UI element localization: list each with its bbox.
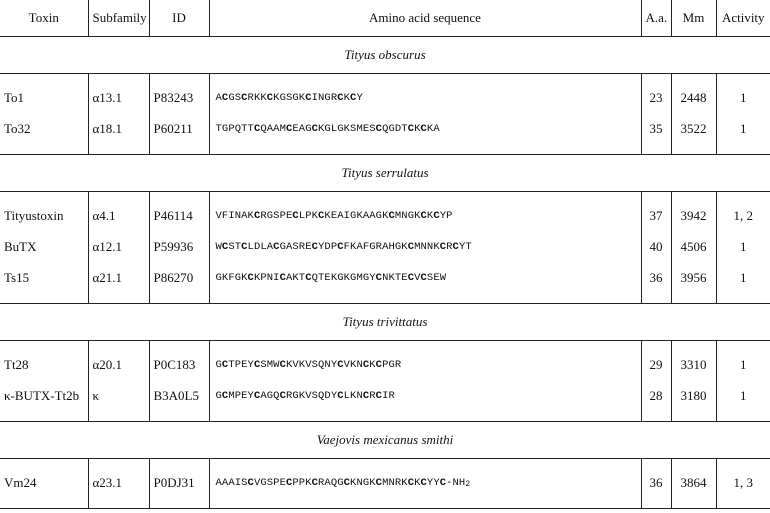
cysteine-residue: C	[253, 122, 261, 135]
cysteine-residue: C	[337, 389, 344, 402]
toxin-name: Ts15	[0, 262, 88, 304]
table-row	[0, 341, 770, 381]
header-subfamily: Subfamily	[88, 0, 149, 37]
subfamily-cell: α4.1	[88, 192, 149, 232]
id-cell: P59936	[149, 231, 209, 262]
activity-cell: 1	[716, 341, 770, 381]
header-row	[0, 0, 770, 37]
aa-count-cell: 29	[641, 341, 671, 381]
toxin-name: To32	[0, 113, 88, 155]
sequence-cell: GCMPEYCAGQCRGKVSQDYCLKNCRCIR	[209, 380, 641, 422]
cysteine-residue: C	[439, 240, 447, 253]
cysteine-residue: C	[407, 271, 415, 284]
activity-cell: 1, 2	[716, 192, 770, 232]
sequence-cell: GKFGKCKPNICAKTCQTEKGKGMGYCNKTECVCSEW	[209, 262, 641, 304]
table-row	[0, 74, 770, 114]
cysteine-residue: C	[362, 358, 370, 371]
mass-cell: 3180	[671, 380, 716, 422]
activity-cell: 1	[716, 262, 770, 304]
id-cell: P83243	[149, 74, 209, 114]
subfamily-cell: α13.1	[88, 74, 149, 114]
cysteine-residue: C	[221, 240, 229, 253]
cysteine-residue: C	[420, 122, 427, 135]
activity-cell: 1, 3	[716, 459, 770, 509]
id-cell: P46114	[149, 192, 209, 232]
sequence-cell: WCSTCLDLACGASRECYDPCFKAFGRAHGKCMNNKCRCYT	[209, 231, 641, 262]
toxin-name: Tityustoxin	[4, 207, 64, 223]
id-cell: P0DJ31	[149, 459, 209, 509]
cysteine-residue: C	[221, 389, 229, 402]
cysteine-residue: C	[420, 209, 427, 222]
aa-count-cell: 23	[641, 74, 671, 114]
cysteine-residue: C	[388, 209, 395, 222]
cysteine-residue: C	[221, 91, 229, 104]
cysteine-residue: C	[343, 476, 351, 489]
cysteine-residue: C	[375, 271, 383, 284]
cysteine-residue: C	[350, 91, 357, 104]
cysteine-residue: C	[433, 209, 440, 222]
cysteine-residue: C	[292, 209, 299, 222]
id-cell: B3A0L5	[149, 380, 209, 422]
species-name: Tityus obscurus	[0, 37, 770, 74]
cysteine-residue: C	[452, 240, 459, 253]
header-aa: A.a.	[641, 0, 671, 37]
subfamily-cell: α23.1	[88, 459, 149, 509]
header-activity: Activity	[716, 0, 770, 37]
cysteine-residue: C	[305, 271, 312, 284]
aa-count-cell: 35	[641, 113, 671, 155]
cysteine-residue: C	[253, 389, 261, 402]
toxin-name: To1	[4, 89, 25, 105]
id-cell: P86270	[149, 262, 209, 304]
toxin-name: Vm24	[0, 459, 88, 509]
activity-cell: 1	[716, 380, 770, 422]
mass-cell: 3864	[671, 459, 716, 509]
activity-cell: 1	[716, 231, 770, 262]
cysteine-residue: C	[311, 240, 318, 253]
cysteine-residue: C	[279, 389, 286, 402]
species-group-row	[0, 422, 770, 459]
activity-cell: 1	[716, 74, 770, 114]
sequence-cell: TGPQTTCQAAMCEAGCKGLGKSMESCQGDTCKCKA	[209, 113, 641, 155]
cysteine-residue: C	[362, 389, 370, 402]
subfamily-cell: α21.1	[88, 262, 149, 304]
table-row	[0, 192, 770, 232]
header-sequence: Amino acid sequence	[209, 0, 641, 37]
sequence-cell: GCTPEYCSMWCKVKVSQNYCVKNCKCPGR	[209, 341, 641, 381]
mass-cell: 3310	[671, 341, 716, 381]
table-body	[0, 37, 770, 509]
table-row	[0, 380, 770, 422]
header-id: ID	[149, 0, 209, 37]
table-row	[0, 459, 770, 509]
cysteine-residue: C	[285, 476, 293, 489]
mass-cell: 4506	[671, 231, 716, 262]
cysteine-residue: C	[375, 358, 383, 371]
cysteine-residue: C	[407, 476, 415, 489]
mass-cell: 3522	[671, 113, 716, 155]
cysteine-residue: C	[311, 476, 318, 489]
id-cell: P0C183	[149, 341, 209, 381]
table-row	[0, 113, 770, 155]
cysteine-residue: C	[407, 122, 415, 135]
cysteine-residue: C	[279, 358, 286, 371]
mass-cell: 3956	[671, 262, 716, 304]
species-group-row	[0, 155, 770, 192]
subfamily-cell: α20.1	[88, 341, 149, 381]
cysteine-residue: C	[337, 240, 344, 253]
cysteine-residue: C	[375, 389, 383, 402]
species-group-row	[0, 37, 770, 74]
subfamily-cell: α18.1	[88, 113, 149, 155]
table-row	[0, 231, 770, 262]
cysteine-residue: C	[375, 476, 383, 489]
cysteine-residue: C	[247, 476, 254, 489]
subfamily-cell: α12.1	[88, 231, 149, 262]
cysteine-residue: C	[279, 271, 286, 284]
species-name: Vaejovis mexicanus smithi	[0, 422, 770, 459]
toxin-name: Tt28	[4, 356, 29, 372]
cysteine-residue: C	[375, 122, 383, 135]
species-name: Tityus serrulatus	[0, 155, 770, 192]
sequence-cell: ACGSCRKKCKGSGKCINGRCKCY	[209, 74, 641, 114]
cysteine-residue: C	[337, 358, 344, 371]
cysteine-residue: C	[420, 476, 427, 489]
cysteine-residue: C	[273, 240, 280, 253]
id-cell: P60211	[149, 113, 209, 155]
aa-count-cell: 36	[641, 262, 671, 304]
species-name: Tityus trivittatus	[0, 304, 770, 341]
aa-count-cell: 37	[641, 192, 671, 232]
aa-count-cell: 40	[641, 231, 671, 262]
activity-cell: 1	[716, 113, 770, 155]
cysteine-residue: C	[311, 122, 318, 135]
toxin-name: κ-BUTX-Tt2b	[0, 380, 88, 422]
cysteine-residue: C	[439, 476, 447, 489]
aa-count-cell: 28	[641, 380, 671, 422]
cysteine-residue: C	[337, 91, 344, 104]
sequence-cell: AAAISCVGSPECPPKCRAQGCKNGKCMNRKCKCYYC-NH2	[209, 459, 641, 509]
header-toxin: Toxin	[0, 0, 88, 37]
header-mm: Mm	[671, 0, 716, 37]
subfamily-cell: κ	[88, 380, 149, 422]
cysteine-residue: C	[241, 240, 248, 253]
toxin-name: BuTX	[4, 238, 37, 254]
cysteine-residue: C	[247, 271, 254, 284]
cysteine-residue: C	[241, 91, 248, 104]
cysteine-residue: C	[420, 271, 427, 284]
aa-count-cell: 36	[641, 459, 671, 509]
mass-cell: 2448	[671, 74, 716, 114]
table-row	[0, 262, 770, 304]
cysteine-residue: C	[221, 358, 229, 371]
subscript: 2	[465, 479, 471, 489]
species-group-row	[0, 304, 770, 341]
cysteine-residue: C	[318, 209, 325, 222]
cysteine-residue: C	[266, 91, 274, 104]
mass-cell: 3942	[671, 192, 716, 232]
cysteine-residue: C	[305, 91, 312, 104]
cysteine-residue: C	[253, 358, 261, 371]
sequence-cell: VFINAKCRGSPECLPKCKEAIGKAAGKCMNGKCKCYP	[209, 192, 641, 232]
cysteine-residue: C	[285, 122, 293, 135]
cysteine-residue: C	[253, 209, 261, 222]
cysteine-residue: C	[407, 240, 415, 253]
